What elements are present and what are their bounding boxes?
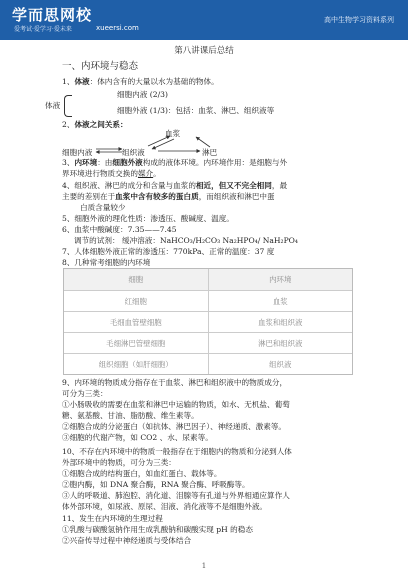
table-header-row [64,269,352,290]
xueersi-logo[interactable] [12,4,160,36]
table-header-env: 内环境 [208,269,353,290]
point-11-line: ①乳酸与碳酸氢钠作用生成乳酸钠和碳酸实现 pH 的稳态 [62,525,253,534]
table-cell: 血浆 [208,291,353,311]
point-11: 11、发生在内环境的生理过程 [62,514,163,523]
point-6-buffer: 调节的试剂： 缓冲溶液：NaHCO₃/H₂CO₃ Na₂HPO₄/ NaH₂PO₄ [74,236,298,245]
point-4-cont2: 白质含量较少 [80,203,126,212]
logo-site: xueersi.com [96,24,139,32]
page-title: 第八讲课后总结 [174,46,234,56]
cell-environment-table [63,268,353,375]
table-cell: 血浆和组织液 [208,312,353,332]
arrow-plasma-to-tissue [152,139,174,149]
logo-slogan: 爱考试·爱学习·爱未来 [14,26,72,33]
table-header-cell: 细胞 [128,275,144,284]
point-8: 8、几种常考细胞的内环境 [62,258,151,267]
point-9-line: 糖、氨基酸、甘油、脂肪酸、维生素等。 [62,411,199,420]
series-label: 高中生物学习资料系列 [324,16,394,24]
extracellular-fluid: 细胞外液 (1/3)：包括：血浆、淋巴、组织液等 [117,106,275,115]
point-5: 5、细胞外液的理化性质：渗透压、酸碱度、温度。 [62,214,234,223]
intracellular-fluid: 细胞内液 (2/3) [117,90,168,99]
page-number: 1 [201,562,207,570]
diagram-lymph: 淋巴 [202,148,218,157]
table-cell: 红细胞 [124,296,147,306]
section-heading: 一、内环境与稳态 [62,61,139,72]
point-9-line: ①小肠吸收的需要在血浆和淋巴中运输的物质，如水、无机盐、葡萄 [62,400,290,409]
point-9: 9、内环境的物质成分指存在于血浆、淋巴和组织液中的物质成分， [62,378,288,387]
table-cell: 组织细胞（如肝细胞） [98,359,173,369]
table-row [64,311,352,332]
point-11-line: ②兴奋传导过程中神经递质与受体结合 [62,536,192,545]
point-1: 1、体液：体内含有的大量以水为基础的物体。 [62,77,219,86]
brace-label: 体液 [45,101,61,110]
point-3: 3、内环境：由细胞外液构成的液体环境。内环境作用：是细胞与外 [62,158,288,167]
header-bar [0,0,408,40]
point-7: 7、人体细胞外液正常的渗透压：770kPa、正常的温度：37 度 [62,247,275,256]
table-cell: 组织液 [208,354,353,374]
point-3-cont: 界环境进行物质交换的媒介。 [62,169,161,178]
point-9-line: 可分为三类： [62,389,108,398]
point-10-line: 体外部环境，如尿液、原尿、泪液、消化液等不是细胞外液。 [62,502,268,511]
point-10-line: 外部环境中的物质，可分为三类： [62,458,176,467]
diagram-plasma: 血浆 [165,129,181,138]
table-cell: 淋巴和组织液 [208,333,353,353]
table-row [64,290,352,311]
point-4-cont: 主要的差别在于血浆中含有较多的蛋白质，而组织液和淋巴中蛋 [62,192,275,201]
logo-brand: 学而思网校 [12,6,93,24]
point-10: 10、不存在内环境中的物质一般指存在于细胞内的物质和分泌到人体 [62,447,292,456]
table-cell: 毛细血管壁细胞 [109,317,162,327]
point-10-line: ②胞内酶，如 DNA 聚合酶，RNA 聚合酶、呼吸酶等。 [62,480,250,489]
arrow-lymph-to-plasma [196,137,210,147]
point-9-line: ③细胞的代谢产物，如 CO2 、水、尿素等。 [62,433,213,442]
point-6: 6、血浆中酸碱度：7.35——7.45 [62,225,177,234]
table-row [64,332,352,353]
point-10-line: ③人的呼吸道、肺泡腔、消化道、泪腺等有孔道与外界相通应算作人 [62,491,290,500]
diagram-intracellular: 细胞内液 [62,148,93,157]
brace-bracket [64,95,72,117]
diagram-tissue-fluid: 组织液 [122,148,145,157]
point-2: 2、体液之间关系： [62,120,128,129]
point-4: 4、组织液、淋巴的成分和含量与血浆的相近，但又不完全相同，最 [62,181,288,190]
fluid-relationship-diagram [60,128,310,160]
table-row [64,353,352,374]
table-cell: 毛细淋巴管壁细胞 [106,338,166,348]
point-10-line: ①细胞合成的结构蛋白，如血红蛋白、载体等。 [62,469,222,478]
point-9-line: ②细胞合成的分泌蛋白（如抗体、淋巴因子）、神经递质、激素等。 [62,422,287,431]
